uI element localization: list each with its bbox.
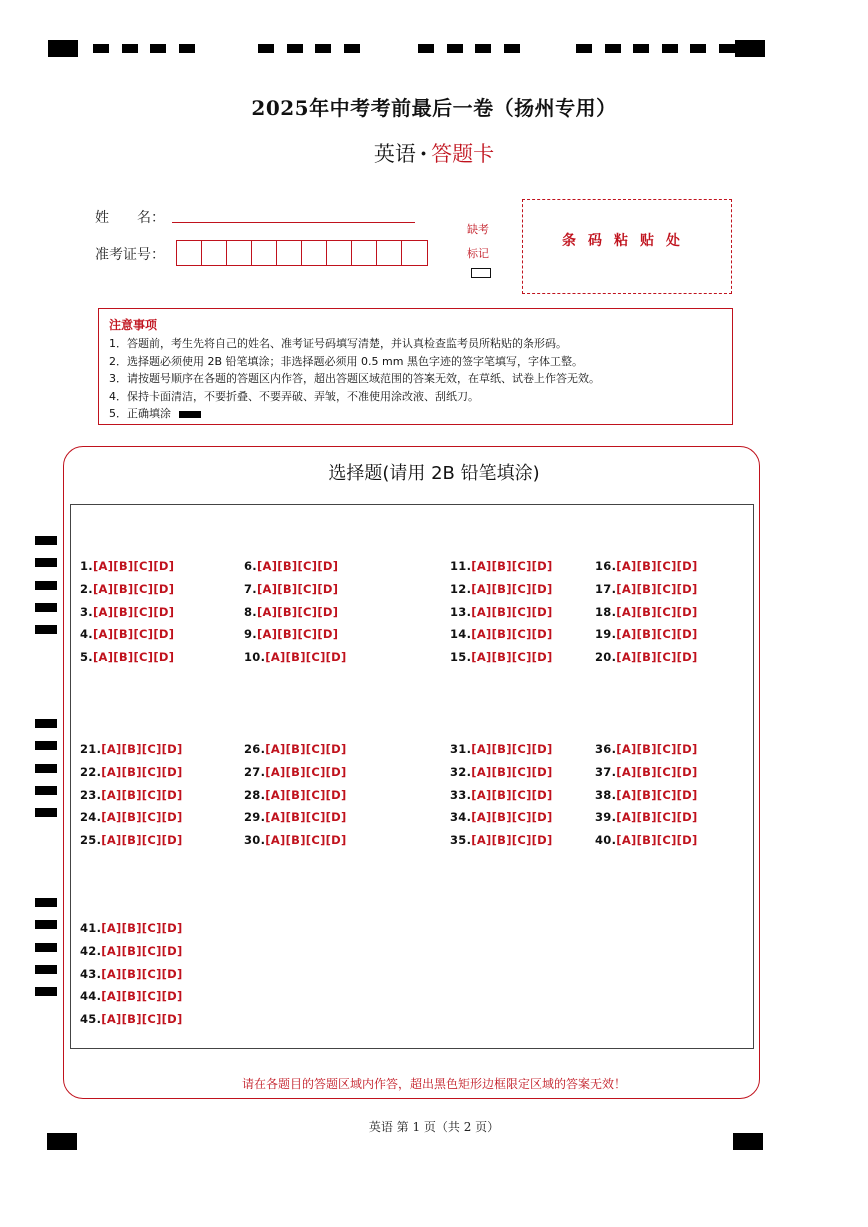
answer-bubbles[interactable]: [A][B][C][D] [92, 627, 175, 642]
answer-bubbles[interactable]: [A][B][C][D] [101, 764, 183, 779]
question-row[interactable] [595, 582, 698, 596]
question-number: 3. [80, 604, 93, 619]
answer-bubbles[interactable]: [A][B][C][D] [101, 810, 183, 825]
question-row[interactable] [595, 810, 698, 824]
question-number: 23. [80, 787, 102, 802]
answer-bubbles[interactable]: [A][B][C][D] [471, 581, 553, 596]
answer-bubbles[interactable]: [A][B][C][D] [101, 966, 183, 981]
question-number: 33. [450, 787, 472, 802]
question-number: 36. [595, 742, 617, 756]
question-row[interactable] [595, 742, 698, 756]
timing-mark [35, 920, 57, 929]
question-number: 7. [244, 581, 257, 596]
corner-mark-bottom-left [47, 1133, 77, 1150]
id-label: 准考证号： [95, 247, 165, 263]
id-digit-cell[interactable] [202, 241, 227, 265]
id-digit-cell[interactable] [252, 241, 277, 265]
filled-bubble-sample [179, 411, 201, 418]
question-number: 43. [80, 966, 102, 981]
question-row[interactable] [450, 582, 553, 596]
timing-mark [179, 44, 195, 53]
answer-bubbles[interactable]: [A][B][C][D] [471, 764, 553, 779]
timing-mark [475, 44, 491, 53]
question-row[interactable] [80, 559, 174, 573]
question-number: 16. [595, 559, 617, 573]
answer-bubbles[interactable]: [A][B][C][D] [616, 742, 698, 756]
answer-bubbles[interactable]: [A][B][C][D] [265, 810, 347, 825]
question-row[interactable] [595, 650, 698, 664]
absent-label-line2: 标记 [467, 247, 489, 260]
notice-title: 注意事项 [109, 318, 158, 332]
answer-bubbles[interactable]: [A][B][C][D] [101, 787, 183, 802]
answer-bubbles[interactable]: [A][B][C][D] [616, 581, 698, 596]
question-number: 32. [450, 764, 472, 779]
timing-mark [35, 786, 57, 795]
answer-bubbles[interactable]: [A][B][C][D] [92, 650, 175, 665]
question-number: 4. [80, 627, 93, 642]
answer-bubbles[interactable]: [A][B][C][D] [471, 810, 553, 825]
timing-mark [576, 44, 592, 53]
timing-mark [504, 44, 520, 53]
question-number: 27. [244, 764, 266, 779]
question-row[interactable] [80, 765, 183, 779]
timing-mark [35, 536, 57, 545]
id-digit-cell[interactable] [227, 241, 252, 265]
absent-label-line1: 缺考 [467, 223, 489, 236]
timing-mark [35, 581, 57, 590]
question-number: 26. [244, 742, 266, 756]
question-number: 42. [80, 943, 102, 958]
question-row[interactable] [80, 1012, 183, 1026]
question-number: 22. [80, 764, 102, 779]
question-row[interactable] [595, 765, 698, 779]
timing-mark [35, 987, 57, 996]
question-row[interactable] [595, 788, 698, 802]
question-row[interactable] [244, 765, 347, 779]
question-number: 8. [244, 604, 257, 619]
timing-mark [344, 44, 360, 53]
question-row[interactable] [244, 788, 347, 802]
question-row[interactable] [450, 627, 553, 641]
timing-mark [93, 44, 109, 53]
timing-mark [662, 44, 678, 53]
question-row[interactable] [80, 742, 183, 756]
answer-bubbles[interactable]: [A][B][C][D] [92, 604, 175, 619]
timing-mark [35, 965, 57, 974]
question-number: 45. [80, 1012, 102, 1027]
timing-mark [287, 44, 303, 53]
id-digit-cell[interactable] [302, 241, 327, 265]
question-number: 17. [595, 581, 617, 596]
answer-bubbles[interactable]: [A][B][C][D] [616, 559, 698, 573]
answer-bubbles[interactable]: [A][B][C][D] [101, 742, 183, 756]
answer-bubbles[interactable]: [A][B][C][D] [101, 989, 183, 1004]
answer-bubbles[interactable]: [A][B][C][D] [471, 650, 553, 665]
question-row[interactable] [595, 559, 698, 573]
answer-bubbles[interactable]: [A][B][C][D] [471, 787, 553, 802]
question-number: 35. [450, 833, 472, 848]
question-number: 34. [450, 810, 472, 825]
answer-bubbles[interactable]: [A][B][C][D] [92, 581, 175, 596]
question-number: 39. [595, 810, 617, 825]
answer-bubbles[interactable]: [A][B][C][D] [265, 787, 347, 802]
question-row[interactable] [244, 650, 347, 664]
question-number: 29. [244, 810, 266, 825]
answer-bubbles[interactable]: [A][B][C][D] [101, 833, 183, 848]
timing-mark [122, 44, 138, 53]
timing-mark [633, 44, 649, 53]
absent-checkbox[interactable] [471, 268, 491, 278]
corner-mark-top-left [48, 40, 78, 57]
question-number: 38. [595, 787, 617, 802]
question-row[interactable] [450, 765, 553, 779]
exam-title: 2025年中考考前最后一卷（扬州专用） [251, 96, 617, 120]
timing-mark [150, 44, 166, 53]
page-footer: 英语 第 1 页（共 2 页） [368, 1120, 500, 1134]
question-number: 28. [244, 787, 266, 802]
question-row[interactable] [450, 650, 553, 664]
id-number-grid[interactable] [176, 240, 428, 266]
answer-bubbles[interactable]: [A][B][C][D] [101, 943, 183, 958]
answer-bubbles[interactable]: [A][B][C][D] [616, 764, 698, 779]
question-number: 18. [595, 604, 617, 619]
corner-mark-top-right [735, 40, 765, 57]
timing-mark [690, 44, 706, 53]
timing-mark [315, 44, 331, 53]
question-number: 21. [80, 742, 102, 756]
answer-bubbles[interactable]: [A][B][C][D] [616, 650, 698, 665]
notice-item-text: 5．正确填涂 [109, 407, 171, 420]
question-row[interactable] [244, 810, 347, 824]
question-row[interactable] [80, 989, 183, 1003]
question-row[interactable] [450, 559, 553, 573]
question-number: 10. [244, 650, 266, 665]
question-number: 37. [595, 764, 617, 779]
name-label: 姓 名： [95, 210, 165, 226]
notice-item: 4．保持卡面清洁，不要折叠、不要弄破、弄皱，不准使用涂改液、刮纸刀。 [109, 389, 479, 403]
question-row[interactable] [244, 582, 338, 596]
notice-item: 1．答题前，考生先将自己的姓名、准考证号码填写清楚，并认真检查监考员所粘贴的条形码。 [109, 337, 567, 350]
question-number: 19. [595, 627, 617, 642]
question-row[interactable] [80, 921, 183, 935]
question-number: 24. [80, 810, 102, 825]
question-row[interactable] [80, 833, 183, 847]
name-field[interactable] [172, 222, 415, 223]
timing-mark [35, 764, 57, 773]
subject-label: 英语 [373, 142, 416, 166]
question-row[interactable] [80, 810, 183, 824]
answer-bubbles[interactable]: [A][B][C][D] [256, 581, 339, 596]
question-row[interactable] [244, 833, 347, 847]
timing-mark [35, 808, 57, 817]
question-number: 13. [450, 604, 472, 619]
question-row[interactable] [80, 650, 174, 664]
question-number: 9. [244, 627, 257, 642]
timing-mark [35, 719, 57, 728]
section-title: 选择题(请用 2B 铅笔填涂) [328, 463, 540, 484]
answer-bubbles[interactable]: [A][B][C][D] [471, 604, 553, 619]
question-row[interactable] [80, 627, 174, 641]
answer-bubbles[interactable]: [A][B][C][D] [471, 833, 553, 848]
question-number: 30. [244, 833, 266, 848]
question-row[interactable] [244, 605, 338, 619]
answer-bubbles[interactable]: [A][B][C][D] [616, 810, 698, 825]
timing-mark [35, 898, 57, 907]
answer-bubbles[interactable]: [A][B][C][D] [265, 742, 347, 756]
id-digit-cell[interactable] [402, 241, 427, 265]
answer-bubbles[interactable]: [A][B][C][D] [256, 604, 339, 619]
question-row[interactable] [244, 627, 338, 641]
answer-bubbles[interactable]: [A][B][C][D] [101, 921, 183, 935]
warning-text: 请在各题目的答题区域内作答，超出黑色矩形边框限定区域的答案无效！ [241, 1077, 626, 1091]
question-row[interactable] [80, 582, 174, 596]
question-number: 15. [450, 650, 472, 665]
id-digit-cell[interactable] [327, 241, 352, 265]
question-row[interactable] [595, 605, 698, 619]
timing-mark [605, 44, 621, 53]
question-number: 14. [450, 627, 472, 642]
question-row[interactable] [244, 742, 347, 756]
notice-item-fill-example [109, 405, 722, 423]
question-number: 31. [450, 742, 472, 756]
id-digit-cell[interactable] [177, 241, 202, 265]
question-row[interactable] [450, 833, 553, 847]
timing-mark [447, 44, 463, 53]
question-row[interactable] [450, 605, 553, 619]
notice-item: 2．选择题必须使用 2B 铅笔填涂；非选择题必须用 0.5 mm 黑色字迹的签字笔填写，字体工整。 [109, 354, 583, 368]
question-row[interactable] [450, 810, 553, 824]
id-digit-cell[interactable] [277, 241, 302, 265]
question-number: 1. [80, 559, 93, 573]
question-number: 2. [80, 581, 93, 596]
corner-mark-bottom-right [733, 1133, 763, 1150]
notice-box [98, 308, 733, 425]
answer-bubbles[interactable]: [A][B][C][D] [92, 559, 175, 573]
answer-bubbles[interactable]: [A][B][C][D] [471, 559, 553, 573]
answer-bubbles[interactable]: [A][B][C][D] [265, 650, 347, 665]
timing-mark [35, 603, 57, 612]
timing-mark [719, 44, 735, 53]
question-number: 41. [80, 921, 102, 935]
card-type-label: 答题卡 [431, 142, 495, 166]
answer-bubbles[interactable]: [A][B][C][D] [616, 604, 698, 619]
timing-mark [35, 625, 57, 634]
answer-bubbles[interactable]: [A][B][C][D] [256, 627, 339, 642]
timing-mark [35, 741, 57, 750]
question-number: 40. [595, 833, 617, 848]
answer-bubbles[interactable]: [A][B][C][D] [616, 833, 698, 848]
answer-bubbles[interactable]: [A][B][C][D] [265, 764, 347, 779]
answer-bubbles[interactable]: [A][B][C][D] [256, 559, 339, 573]
question-row[interactable] [595, 627, 698, 641]
question-row[interactable] [80, 605, 174, 619]
separator-dot: · [419, 141, 428, 166]
answer-bubbles[interactable]: [A][B][C][D] [265, 833, 347, 848]
question-row[interactable] [450, 742, 553, 756]
question-row[interactable] [450, 788, 553, 802]
question-number: 44. [80, 989, 102, 1004]
timing-mark [35, 558, 57, 567]
question-row[interactable] [80, 944, 183, 958]
question-row[interactable] [595, 833, 698, 847]
barcode-area [522, 199, 732, 294]
question-number: 12. [450, 581, 472, 596]
answer-bubbles[interactable]: [A][B][C][D] [616, 627, 698, 642]
question-number: 20. [595, 650, 617, 665]
question-number: 6. [244, 559, 257, 573]
answer-bubbles[interactable]: [A][B][C][D] [471, 742, 553, 756]
answer-bubbles[interactable]: [A][B][C][D] [471, 627, 553, 642]
timing-mark [35, 943, 57, 952]
question-row[interactable] [80, 788, 183, 802]
question-number: 5. [80, 650, 93, 665]
timing-mark [418, 44, 434, 53]
notice-item: 3．请按题号顺序在各题的答题区内作答，超出答题区域范围的答案无效，在草纸、试卷上作答无效。 [109, 372, 600, 385]
question-number: 11. [450, 559, 472, 573]
question-row[interactable] [80, 967, 183, 981]
answer-bubbles[interactable]: [A][B][C][D] [616, 787, 698, 802]
barcode-label: 条码粘贴处 [562, 232, 692, 249]
question-number: 25. [80, 833, 102, 848]
id-digit-cell[interactable] [377, 241, 402, 265]
answer-bubbles[interactable]: [A][B][C][D] [101, 1012, 183, 1027]
timing-mark [258, 44, 274, 53]
id-digit-cell[interactable] [352, 241, 377, 265]
card-subtitle [0, 138, 868, 168]
question-row[interactable] [244, 559, 338, 573]
